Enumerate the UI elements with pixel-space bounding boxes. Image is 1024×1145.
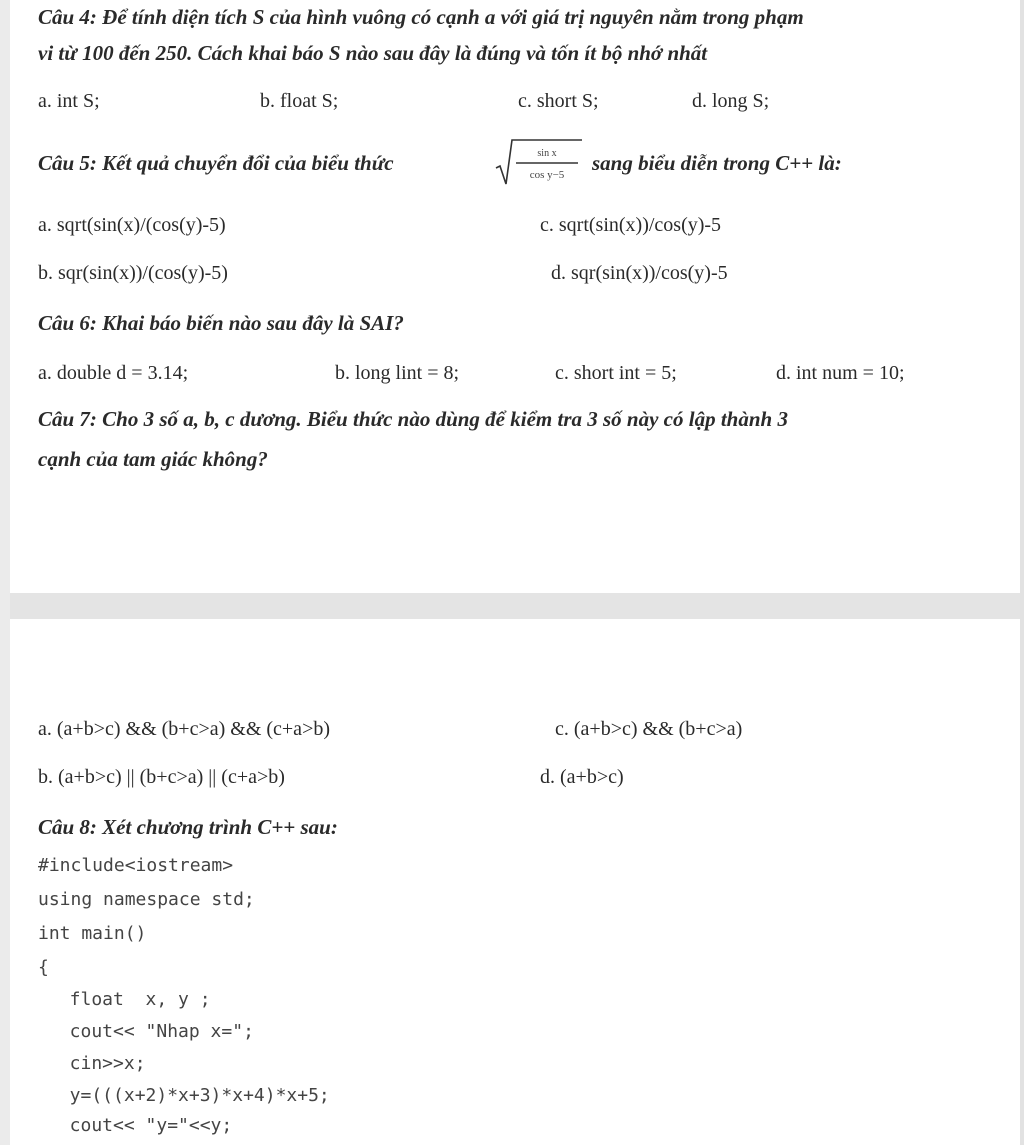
question-6-option-a: a. double d = 3.14; <box>38 362 189 384</box>
question-5-option-b: b. sqr(sin(x))/(cos(y)-5) <box>38 262 228 284</box>
code-line-2: using namespace std; <box>38 889 255 910</box>
question-7-option-c: c. (a+b>c) && (b+c>a) <box>555 718 743 740</box>
code-line-6: cout<< "Nhap x="; <box>48 1021 254 1042</box>
question-4-line-2: vi từ 100 đến 250. Cách khai báo S nào sau đây là đúng và tốn ít bộ nhớ nhất <box>38 41 708 65</box>
fraction-numerator: sin x <box>537 148 557 159</box>
question-7-option-b: b. (a+b>c) || (b+c>a) || (c+a>b) <box>38 766 285 788</box>
question-4-option-a: a. int S; <box>38 90 100 112</box>
code-line-9: cout<< "y="<<y; <box>48 1115 233 1136</box>
question-5-prefix: Câu 5: Kết quả chuyển đổi của biểu thức <box>38 151 394 175</box>
question-7-line-1: Câu 7: Cho 3 số a, b, c dương. Biểu thức nào dùng để kiểm tra 3 số này có lập thành 3 <box>38 407 788 431</box>
question-7-option-d: d. (a+b>c) <box>540 766 624 788</box>
code-line-3: int main() <box>38 923 147 944</box>
page-left-border <box>0 0 10 1145</box>
page-break-separator <box>10 593 1020 619</box>
question-6-option-c: c. short int = 5; <box>555 362 677 384</box>
question-4-line-1: Câu 4: Để tính diện tích S của hình vuông có cạnh a với giá trị nguyên nằm trong phạm <box>38 5 804 29</box>
sqrt-expression <box>494 136 584 188</box>
code-line-1: #include<iostream> <box>38 855 234 876</box>
question-7-option-a: a. (a+b>c) && (b+c>a) && (c+a>b) <box>38 718 331 740</box>
question-8-title: Câu 8: Xét chương trình C++ sau: <box>38 815 338 839</box>
page-right-border <box>1020 0 1024 1145</box>
question-5-option-c: c. sqrt(sin(x))/cos(y)-5 <box>540 214 722 236</box>
question-6-option-d: d. int num = 10; <box>776 362 905 384</box>
question-4-option-d: d. long S; <box>692 90 770 112</box>
question-4-option-b: b. float S; <box>260 90 339 112</box>
code-line-5: float x, y ; <box>48 989 211 1010</box>
question-7-line-2: cạnh của tam giác không? <box>38 447 268 471</box>
code-line-8: y=(((x+2)*x+3)*x+4)*x+5; <box>48 1085 330 1106</box>
code-line-7: cin>>x; <box>48 1053 146 1074</box>
fraction-denominator: cos y−5 <box>529 169 565 181</box>
question-5-option-a: a. sqrt(sin(x)/(cos(y)-5) <box>38 214 226 236</box>
code-line-4: { <box>38 957 49 978</box>
question-6-option-b: b. long lint = 8; <box>335 362 460 384</box>
question-5-option-d: d. sqr(sin(x))/cos(y)-5 <box>551 262 728 284</box>
question-6-title: Câu 6: Khai báo biến nào sau đây là SAI? <box>38 311 404 335</box>
question-5-suffix: sang biểu diễn trong C++ là: <box>592 151 842 175</box>
question-4-option-c: c. short S; <box>518 90 599 112</box>
